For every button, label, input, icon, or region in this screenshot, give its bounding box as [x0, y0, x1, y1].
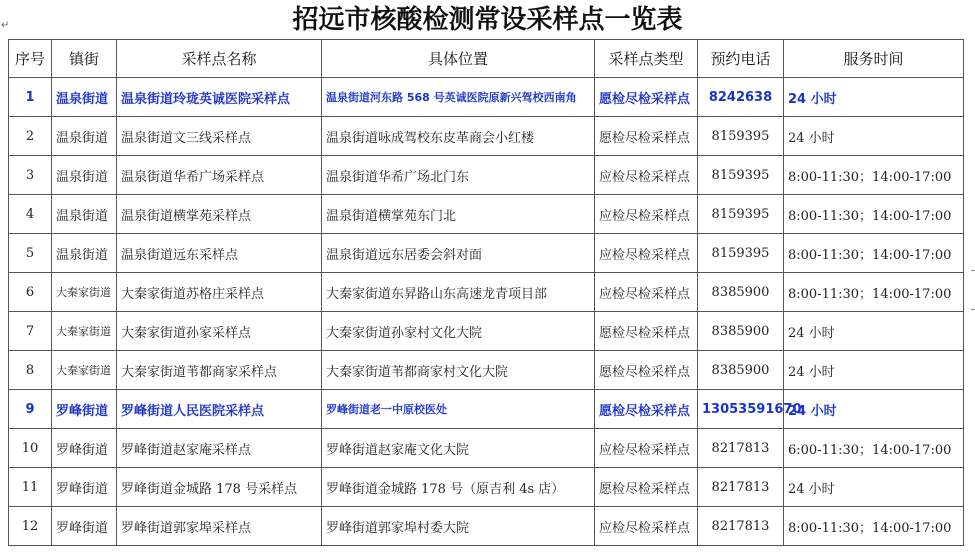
town-cell: 罗峰街道 [52, 390, 117, 429]
row-number: 2 [9, 117, 52, 156]
site-name-cell: 罗峰街道金城路 178 号采样点 [117, 468, 322, 507]
phone-cell: 8159395 [698, 234, 784, 273]
service-hours-cell: 8:00-11:30；14:00-17:00 [784, 507, 964, 546]
header-type: 采样点类型 [595, 40, 698, 78]
table-row [9, 273, 964, 312]
header-num: 序号 [9, 40, 52, 78]
site-type-cell: 愿检尽检采样点 [595, 351, 698, 390]
row-number: 5 [9, 234, 52, 273]
town-cell: 温泉街道 [52, 156, 117, 195]
service-hours-cell: 24 小时 [784, 78, 964, 117]
header-name: 采样点名称 [117, 40, 322, 78]
site-type-cell: 愿检尽检采样点 [595, 78, 698, 117]
town-cell: 温泉街道 [52, 234, 117, 273]
service-hours-cell: 24 小时 [784, 468, 964, 507]
site-name-cell: 温泉街道玲珑英诚医院采样点 [117, 78, 322, 117]
table-row [9, 351, 964, 390]
town-cell: 罗峰街道 [52, 429, 117, 468]
location-cell: 罗峰街道老一中原校医处 [322, 390, 595, 429]
table-row [9, 390, 964, 429]
site-name-cell: 温泉街道横掌苑采样点 [117, 195, 322, 234]
town-cell: 温泉街道 [52, 78, 117, 117]
location-cell: 大秦家街道孙家村文化大院 [322, 312, 595, 351]
site-name-cell: 大秦家街道苇都商家采样点 [117, 351, 322, 390]
location-cell: 大秦家街道苇都商家村文化大院 [322, 351, 595, 390]
header-town: 镇街 [52, 40, 117, 78]
sampling-sites-table [8, 39, 964, 546]
site-type-cell: 愿检尽检采样点 [595, 390, 698, 429]
town-cell: 大秦家街道 [52, 312, 117, 351]
phone-cell: 8159395 [698, 156, 784, 195]
phone-cell: 8217813 [698, 429, 784, 468]
row-number: 4 [9, 195, 52, 234]
header-hours: 服务时间 [784, 40, 964, 78]
table-row [9, 429, 964, 468]
table-row [9, 234, 964, 273]
phone-cell: 8217813 [698, 507, 784, 546]
location-cell: 大秦家街道东昇路山东高速龙青项目部 [322, 273, 595, 312]
location-cell: 罗峰街道郭家埠村委大院 [322, 507, 595, 546]
site-name-cell: 温泉街道远东采样点 [117, 234, 322, 273]
row-number: 11 [9, 468, 52, 507]
service-hours-cell: 6:00-11:30；14:00-17:00 [784, 429, 964, 468]
row-number: 9 [9, 390, 52, 429]
site-name-cell: 罗峰街道人民医院采样点 [117, 390, 322, 429]
phone-cell: 8159395 [698, 117, 784, 156]
row-number: 7 [9, 312, 52, 351]
site-type-cell: 愿检尽检采样点 [595, 312, 698, 351]
row-number: 10 [9, 429, 52, 468]
site-name-cell: 罗峰街道郭家埠采样点 [117, 507, 322, 546]
location-cell: 罗峰街道赵家庵文化大院 [322, 429, 595, 468]
town-cell: 温泉街道 [52, 195, 117, 234]
site-type-cell: 应检尽检采样点 [595, 429, 698, 468]
table-row [9, 507, 964, 546]
site-type-cell: 应检尽检采样点 [595, 507, 698, 546]
row-number: 12 [9, 507, 52, 546]
town-cell: 大秦家街道 [52, 273, 117, 312]
row-number: 3 [9, 156, 52, 195]
site-name-cell: 大秦家街道苏格庄采样点 [117, 273, 322, 312]
town-cell: 温泉街道 [52, 117, 117, 156]
table-row [9, 117, 964, 156]
site-name-cell: 温泉街道华希广场采样点 [117, 156, 322, 195]
service-hours-cell: 8:00-11:30；14:00-17:00 [784, 156, 964, 195]
table-row [9, 468, 964, 507]
service-hours-cell: 8:00-11:30；14:00-17:00 [784, 195, 964, 234]
phone-cell: 8242638 [698, 78, 784, 117]
service-hours-cell: 24 小时 [784, 390, 964, 429]
site-type-cell: 应检尽检采样点 [595, 234, 698, 273]
site-type-cell: 愿检尽检采样点 [595, 117, 698, 156]
location-cell: 罗峰街道金城路 178 号（原吉利 4s 店） [322, 468, 595, 507]
service-hours-cell: 24 小时 [784, 117, 964, 156]
row-number: 6 [9, 273, 52, 312]
town-cell: 罗峰街道 [52, 507, 117, 546]
header-row [9, 40, 964, 78]
page-title: 招远市核酸检测常设采样点一览表 [292, 5, 683, 35]
site-type-cell: 应检尽检采样点 [595, 156, 698, 195]
phone-cell: 8385900 [698, 312, 784, 351]
town-cell: 大秦家街道 [52, 351, 117, 390]
site-name-cell: 大秦家街道孙家采样点 [117, 312, 322, 351]
location-cell: 温泉街道横掌苑东门北 [322, 195, 595, 234]
service-hours-cell: 8:00-11:30；14:00-17:00 [784, 273, 964, 312]
row-number: 8 [9, 351, 52, 390]
site-type-cell: 愿检尽检采样点 [595, 468, 698, 507]
service-hours-cell: 24 小时 [784, 312, 964, 351]
table-row [9, 312, 964, 351]
location-cell: 温泉街道河东路 568 号英诚医院原新兴驾校西南角 [322, 78, 595, 117]
site-type-cell: 应检尽检采样点 [595, 273, 698, 312]
service-hours-cell: 8:00-11:30；14:00-17:00 [784, 234, 964, 273]
location-cell: 温泉街道咏成驾校东皮革商会小红楼 [322, 117, 595, 156]
phone-cell: 13053591670 [698, 390, 784, 429]
table-row [9, 78, 964, 117]
site-name-cell: 罗峰街道赵家庵采样点 [117, 429, 322, 468]
phone-cell: 8217813 [698, 468, 784, 507]
location-cell: 温泉街道华希广场北门东 [322, 156, 595, 195]
fold-marker-icon: ↵ [1, 20, 10, 31]
phone-cell: 8385900 [698, 273, 784, 312]
location-cell: 温泉街道远东居委会斜对面 [322, 234, 595, 273]
table-row [9, 195, 964, 234]
phone-cell: 8385900 [698, 351, 784, 390]
phone-cell: 8159395 [698, 195, 784, 234]
row-number: 1 [9, 78, 52, 117]
margin-tick [971, 270, 975, 271]
site-type-cell: 应检尽检采样点 [595, 195, 698, 234]
margin-tick [971, 309, 975, 310]
service-hours-cell: 24 小时 [784, 351, 964, 390]
site-name-cell: 温泉街道文三线采样点 [117, 117, 322, 156]
header-phone: 预约电话 [698, 40, 784, 78]
header-location: 具体位置 [322, 40, 595, 78]
town-cell: 罗峰街道 [52, 468, 117, 507]
table-row [9, 156, 964, 195]
